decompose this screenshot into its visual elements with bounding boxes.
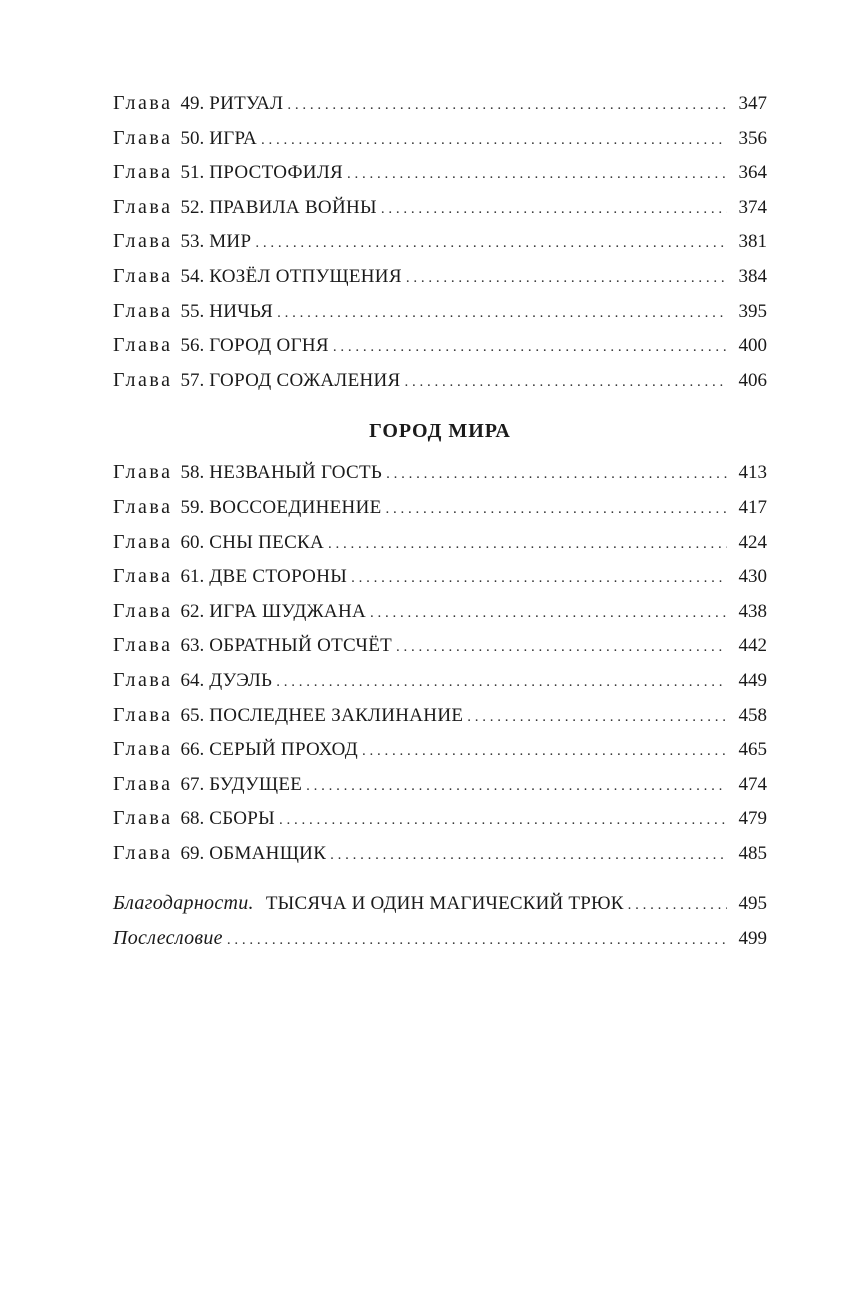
dot-leader <box>347 157 727 192</box>
dot-leader <box>277 296 727 331</box>
dot-leader <box>279 803 727 838</box>
chapter-title: ДВЕ СТОРОНЫ <box>209 566 348 588</box>
chapter-title: ДУЭЛЬ <box>209 669 273 691</box>
chapter-word: Глава <box>113 368 173 391</box>
chapter-number: 63. <box>180 635 205 657</box>
chapter-number: 68. <box>180 808 205 830</box>
backmatter-label: Послесловие <box>113 927 223 950</box>
page-number: 495 <box>738 893 767 915</box>
page-number: 400 <box>738 335 767 357</box>
chapter-number: 60. <box>180 531 205 553</box>
chapter-word: Глава <box>113 299 173 322</box>
page-number: 474 <box>738 773 767 795</box>
chapter-title: ОБРАТНЫЙ ОТСЧЁТ <box>209 635 393 657</box>
chapter-number: 65. <box>180 704 205 726</box>
chapter-number: 56. <box>180 335 205 357</box>
chapter-word: Глава <box>113 738 173 761</box>
toc-entry[interactable] <box>113 259 767 294</box>
chapter-word: Глава <box>113 92 173 114</box>
dot-leader <box>370 596 727 631</box>
chapter-title: МИР <box>209 231 252 253</box>
page-number: 485 <box>738 842 767 864</box>
dot-leader <box>276 665 727 700</box>
chapter-number: 51. <box>180 162 205 184</box>
toc-group-1 <box>113 86 767 397</box>
chapter-title: ГОРОД ОГНЯ <box>209 335 329 357</box>
toc-entry[interactable] <box>113 525 767 560</box>
chapter-word: Глава <box>113 668 173 691</box>
page-number: 413 <box>738 462 767 484</box>
dot-leader <box>261 123 727 158</box>
toc-entry[interactable] <box>113 594 767 629</box>
toc-entry[interactable] <box>113 328 767 363</box>
chapter-number: 54. <box>180 265 205 287</box>
toc-entry[interactable] <box>113 698 767 733</box>
dot-leader <box>333 330 727 365</box>
chapter-title: КОЗЁЛ ОТПУЩЕНИЯ <box>209 265 402 287</box>
dot-leader <box>467 700 727 735</box>
chapter-number: 50. <box>180 127 205 149</box>
chapter-title: РИТУАЛ <box>209 93 284 114</box>
chapter-title: НИЧЬЯ <box>209 300 274 322</box>
chapter-number: 67. <box>180 773 205 795</box>
toc-entry[interactable] <box>113 121 767 156</box>
dot-leader <box>306 769 727 804</box>
chapter-word: Глава <box>113 634 173 657</box>
dot-leader <box>351 561 727 596</box>
chapter-title: СНЫ ПЕСКА <box>209 531 325 553</box>
toc-entry[interactable] <box>113 86 767 121</box>
toc-entry[interactable] <box>113 363 767 398</box>
chapter-word: Глава <box>113 264 173 287</box>
chapter-word: Глава <box>113 495 173 518</box>
chapter-word: Глава <box>113 334 173 357</box>
page-number: 424 <box>738 531 767 553</box>
chapter-number: 57. <box>180 369 205 391</box>
toc-entry[interactable] <box>113 190 767 225</box>
chapter-title: ИГРА ШУДЖАНА <box>209 600 366 622</box>
page-number: 479 <box>738 808 767 830</box>
chapter-word: Глава <box>113 195 173 218</box>
page-number: 438 <box>738 600 767 622</box>
chapter-number: 69. <box>180 842 205 864</box>
page-number: 465 <box>738 739 767 761</box>
chapter-word: Глава <box>113 126 173 149</box>
chapter-title: БУДУЩЕЕ <box>209 773 303 795</box>
chapter-word: Глава <box>113 530 173 553</box>
page-number: 384 <box>738 265 767 287</box>
page-number: 417 <box>738 496 767 518</box>
chapter-number: 49. <box>180 93 205 114</box>
chapter-title: ПОСЛЕДНЕЕ ЗАКЛИНАНИЕ <box>209 704 464 726</box>
chapter-title: ПРОСТОФИЛЯ <box>209 162 343 184</box>
chapter-number: 61. <box>180 566 205 588</box>
dot-leader <box>330 838 727 873</box>
chapter-word: Глава <box>113 461 173 484</box>
toc-entry[interactable] <box>113 559 767 594</box>
chapter-word: Глава <box>113 161 173 184</box>
toc-entry-afterword[interactable] <box>113 921 767 956</box>
dot-leader <box>396 630 727 665</box>
chapter-number: 62. <box>180 600 205 622</box>
toc-group-2 <box>113 455 767 870</box>
backmatter-title: ТЫСЯЧА И ОДИН МАГИЧЕСКИЙ ТРЮК <box>265 893 624 915</box>
dot-leader <box>405 365 727 400</box>
dot-leader <box>381 192 727 227</box>
chapter-number: 52. <box>180 196 205 218</box>
chapter-title: ОБМАНЩИК <box>209 842 327 864</box>
toc-entry-acknowledgements[interactable] <box>113 886 767 921</box>
section-heading: ГОРОД МИРА <box>369 420 511 443</box>
chapter-number: 58. <box>180 462 205 484</box>
backmatter-group <box>113 886 767 955</box>
toc-entry[interactable] <box>113 224 767 259</box>
table-of-contents <box>113 86 767 956</box>
chapter-word: Глава <box>113 807 173 830</box>
toc-entry[interactable] <box>113 155 767 190</box>
page-number: 458 <box>738 704 767 726</box>
toc-entry[interactable] <box>113 294 767 329</box>
toc-entry[interactable] <box>113 628 767 663</box>
page-number: 499 <box>738 928 767 950</box>
page-number: 356 <box>738 127 767 149</box>
page-number: 449 <box>738 669 767 691</box>
chapter-word: Глава <box>113 599 173 622</box>
toc-entry[interactable] <box>113 836 767 871</box>
page-number: 374 <box>738 196 767 218</box>
chapter-word: Глава <box>113 565 173 588</box>
dot-leader <box>287 88 727 123</box>
page-number: 430 <box>738 566 767 588</box>
chapter-number: 66. <box>180 739 205 761</box>
toc-entry[interactable] <box>113 455 767 490</box>
chapter-title: ПРАВИЛА ВОЙНЫ <box>209 196 377 218</box>
chapter-word: Глава <box>113 772 173 795</box>
backmatter-label: Благодарности. <box>113 892 254 915</box>
chapter-title: СБОРЫ <box>209 808 276 830</box>
page-number: 395 <box>738 300 767 322</box>
page-number: 381 <box>738 231 767 253</box>
chapter-title: ВОССОЕДИНЕНИЕ <box>209 496 382 518</box>
chapter-word: Глава <box>113 841 173 864</box>
chapter-number: 59. <box>180 496 205 518</box>
page-number: 347 <box>738 93 767 114</box>
toc-entry[interactable] <box>113 663 767 698</box>
dot-leader <box>227 923 727 958</box>
dot-leader <box>328 527 727 562</box>
chapter-number: 55. <box>180 300 205 322</box>
chapter-title: СЕРЫЙ ПРОХОД <box>209 739 358 761</box>
chapter-number: 53. <box>180 231 205 253</box>
dot-leader <box>362 734 727 769</box>
chapter-title: ИГРА <box>209 127 257 149</box>
dot-leader <box>386 492 728 527</box>
toc-entry[interactable] <box>113 732 767 767</box>
page-number: 406 <box>738 369 767 391</box>
chapter-number: 64. <box>180 669 205 691</box>
page-number: 364 <box>738 162 767 184</box>
toc-entry[interactable] <box>113 767 767 802</box>
chapter-title: ГОРОД СОЖАЛЕНИЯ <box>209 369 401 391</box>
chapter-title: НЕЗВАНЫЙ ГОСТЬ <box>209 462 383 484</box>
dot-leader <box>255 226 727 261</box>
toc-entry[interactable] <box>113 490 767 525</box>
dot-leader <box>386 457 727 492</box>
chapter-word: Глава <box>113 230 173 253</box>
dot-leader <box>406 261 727 296</box>
chapter-word: Глава <box>113 703 173 726</box>
page-number: 442 <box>738 635 767 657</box>
toc-entry[interactable] <box>113 801 767 836</box>
dot-leader <box>628 888 727 923</box>
